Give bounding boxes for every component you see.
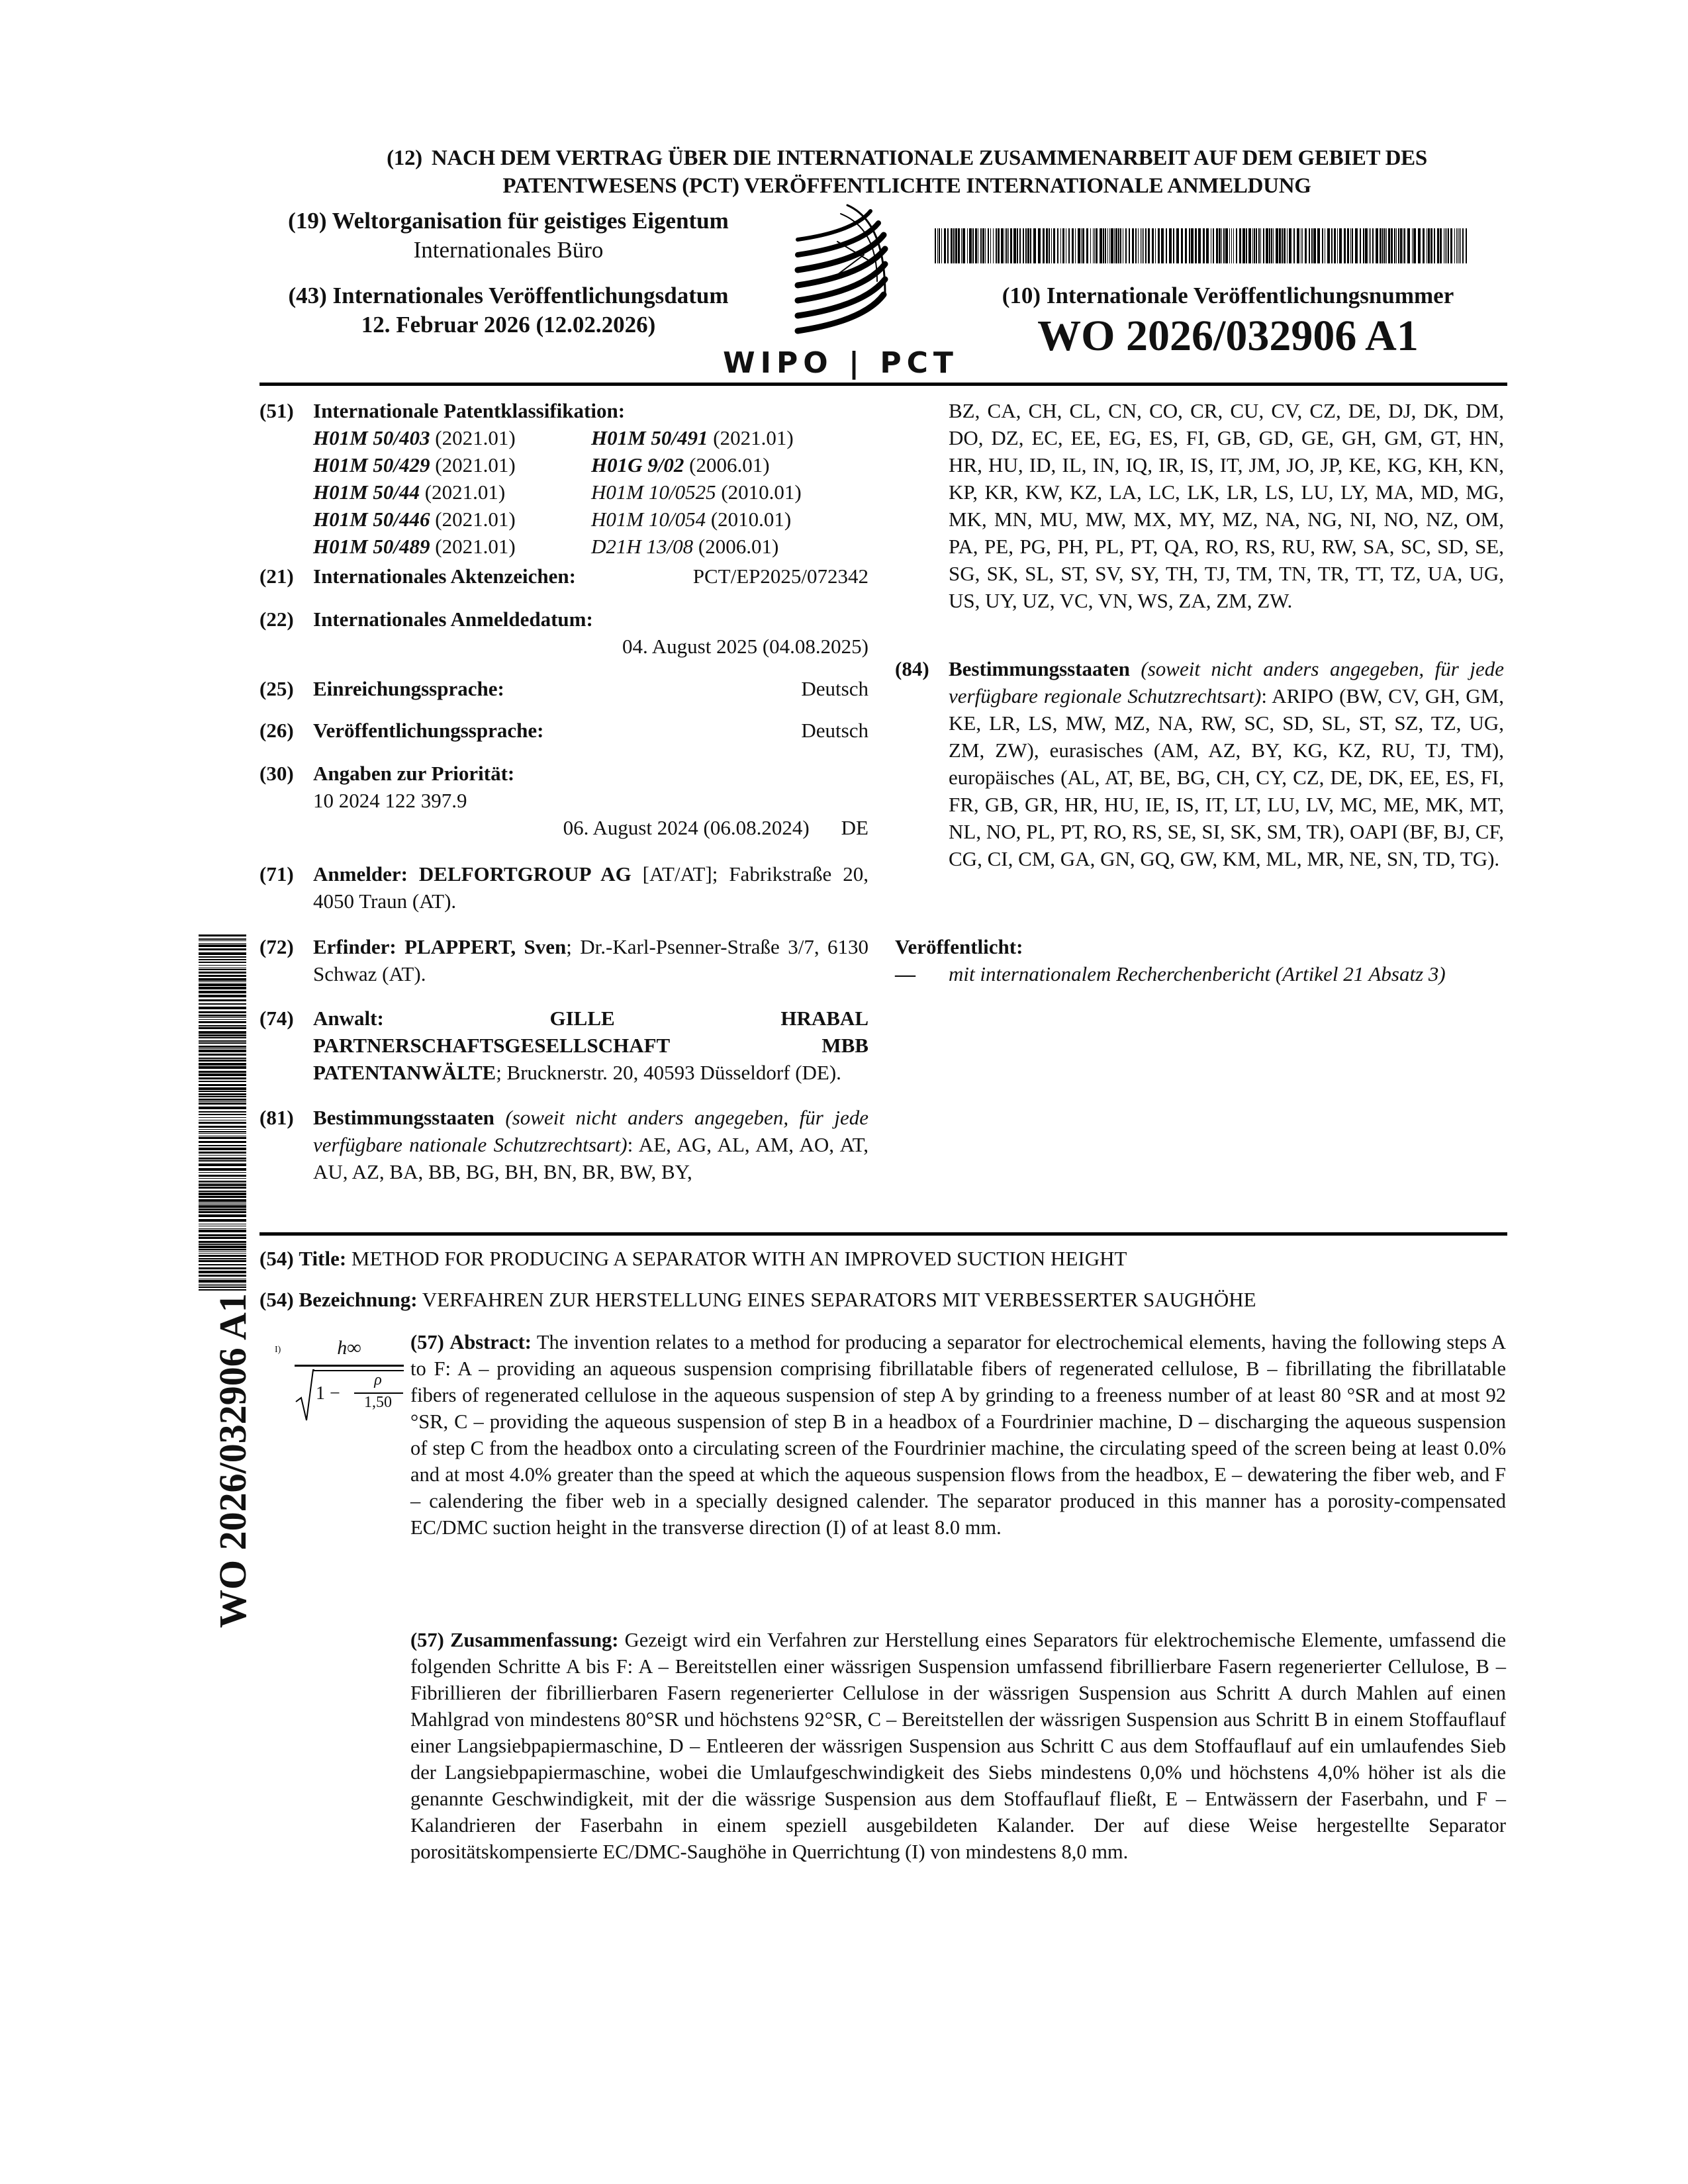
square-root-icon bbox=[295, 1369, 314, 1422]
ipc-entry: H01M 50/489 (2021.01) bbox=[313, 535, 516, 558]
abstract-german: (57) Zusammenfassung: Gezeigt wird ein Verfahren zur Herstellung eines Separators für elektrochemische Elemente, umfassend die folgenden Schritte A bis F: A – Bereitstellen einer wässrigen Suspension umfassend fibrillierbare Fasern regenerierter Cellulose, B – Fibrillieren der fibrillierbaren Fasern regenerierter Cellulose in der wässrigen Suspension aus Schritt A durch Mahlen auf einen Mahlgrad von mindestens 80°SR und höchstens 92°SR, C – Bereitstellen der wässrigen Suspension aus Schritt B in einem Stoffauflauf einer Langsiebpapiermaschine, D – Entleeren der wässrigen Suspension aus Schritt C aus dem Stoffauflauf auf ein umlaufendes Sieb der Langsiebpapiermaschine, wobei die Umlaufgeschwindigkeit des Siebs mindestens 0,0% und höchstens 4,0% höher ist als die genannte Geschwindigkeit, mit der die wässrige Suspension aus dem Stoffauflauf fließt, E – Entwässern der Faserbahn, und F – Kalandrieren der Faserbahn in einem speziell ausgebildeten Kalander. Der auf diese Weise hergestellte Separator porositätskompensierte EC/DMC-Saughöhe in Querrichtung (I) von mindestens 8,0 mm. bbox=[410, 1629, 1507, 1863]
abstract-formula-figure: I) h∞ 1 − ρ 1,50 bbox=[275, 1337, 407, 1430]
publication-date-block: (43) Internationales Veröffentlichungsdatum 12. Februar 2026 (12.02.2026) bbox=[288, 283, 729, 338]
header-divider bbox=[259, 383, 1507, 386]
bibliographic-right-column: BZ, CA, CH, CL, CN, CO, CR, CU, CV, CZ, DE, DJ, DK, DM, DO, DZ, EC, EE, EG, ES, FI, GB, GD, GE, GH, GM, GT, HN, HR, HU, ID, IL, IN, IQ, IR, IS, IT, JM, JO, JP, KE, KG, KH, KN, KP, KR, KW, KZ, LA, LC, LK, LR, LS, LU, LY, MA, MD, MG, MK, MN, MU, MW, MX, MY, MZ, NA, NG, NI, NO, NZ, OM, PA, PE, PG, PH, PL, PT, QA, RO, RS, RU, RW, SA, SC, SD, SE, SG, SK, SL, ST, SV, SY, TH, TJ, TM, TN, TR, TT, TZ, UA, UG, US, UY, UZ, VC, VN, WS, ZA, ZM, ZW. (84) Bestimmungsstaaten (soweit nicht anders angegeben, für jede verfügbare regionale Schutzrechtsart): ARIPO (BW, CV, GH, GM, KE, LR, LS, MW, MZ, NA, RW, SC, SD, SL, ST, SZ, TZ, UG, ZM, ZW), eurasisches (AM, AZ, BY, KG, KZ, RU, TJ, TM), europäisches (AL, AT, BE, BG, CH, CY, CZ, DE, DK, EE, ES, FI, FR, GB, GR, HR, HU, IE, IS, IT, LT, LU, LV, MC, ME, MK, MT, NL, NO, PL, PT, RO, RS, SE, SI, SK, SM, TR), OAPI (BF, BJ, CF, CG, CI, CM, GA, GN, GQ, GW, KM, ML, MR, NE, SN, TD, TG). Veröffentlicht: — mit internationalem Recherchenbericht (Artikel 21 Absatz 3) bbox=[895, 397, 1504, 1158]
published-section: Veröffentlicht: — mit internationalem Recherchenbericht (Artikel 21 Absatz 3) bbox=[895, 935, 1446, 985]
ipc-entry: H01M 50/429 (2021.01) bbox=[313, 453, 516, 477]
bibliographic-left-column: (51) Internationale Patentklassifikation: H01M 50/403 (2021.01) H01M 50/491 (2021.01) H01M 50/429 (2021.01) H01G 9/02 (2006.01) H01M 50/44 (2021.01) H01M 10/0525 (2010.01) H01M 50/446 (2021.01) H01M 10/054 (2010.01) H01M 50/489 (2021.01) D21H 13/08 (2006.01) (21) Internationales Aktenzeichen: PCT/EP2025/072342 (22) Internationales Anmeldedatum: 04. August 2025 (04.08.2025) (25) Einreichungssprache: Deutsch (26) Veröffentlichungssprache: Deutsch (30) Angaben zur Priorität: 10 2024 122 397.9 06. August 2024 (06.08.2024) DE (71) Anmelder: DELFORTGROUP AG [AT/AT]; Fabrikstraße 20, 4050 Traun (AT). (72) Erfinder: PLAPPERT, Sven; Dr.-Karl-Psenner-Straße 3/7, 6130 Schwaz (AT). (74) Anwalt: GILLE HRABAL PARTNERSCHAFTSGESELLSCHAFT MBB PATENTANWÄLTE; Brucknerstr. 20, 40593 Düsseldorf (DE). (81) Bestimmungsstaaten (soweit nicht anders angegeben, für jede verfügbare nationale Schutzrechtsart): AE, AG, AL, AM, AO, AT, AU, AZ, BA, BB, BG, BH, BN, BR, BW, BY, bbox=[259, 399, 869, 1183]
ipc-entry: H01M 50/403 (2021.01) bbox=[313, 426, 516, 449]
document-type-heading: (12) NACH DEM VERTRAG ÜBER DIE INTERNATIONALE ZUSAMMENARBEIT AUF DEM GEBIET DES PATENTWESENS (PCT) VERÖFFENTLICHTE INTERNATIONALE ANMELDUNG bbox=[387, 146, 1427, 198]
publication-number: WO 2026/032906 A1 bbox=[1037, 312, 1419, 360]
abstract-english: (57) Abstract: The invention relates to a method for producing a separator for electrochemical elements, having the following steps A to F: A – providing an aqueous suspension comprising fibrillatable fibers of regenerated cellulose, B – fibrillating the fibrillatable fibers of regenerated cellulose in the aqueous suspension of step A by grinding to a freeness number of at least 80 °SR and at most 92 °SR, C – providing the aqueous suspension of step B in a headbox of a Fourdrinier machine, D – discharging the aqueous suspension of step C from the headbox onto a circulating screen of the Fourdrinier machine, the circulating speed of the screen being at least 0.0% and at most 4.0% greater than the speed at which the aqueous suspension flows from the headbox, E – dewatering the fiber web, and F – calendering the fiber web in a specially designed calender. The separator produced in this manner has a porosity-compensated EC/DMC suction height in the transverse direction (I) of at least 8.0 mm. bbox=[410, 1331, 1507, 1539]
wipo-pct-logo: WIPO | PCT bbox=[712, 202, 970, 377]
barcode-side bbox=[199, 934, 246, 1292]
wipo-globe-icon bbox=[712, 202, 970, 344]
ipc-entry: H01M 50/44 (2021.01) bbox=[313, 480, 506, 504]
ipc-entry: H01M 50/446 (2021.01) bbox=[313, 508, 516, 531]
title-german: (54) Bezeichnung: VERFAHREN ZUR HERSTELLUNG EINES SEPARATORS MIT VERBESSERTER SAUGHÖHE bbox=[259, 1288, 1256, 1311]
ipc-entry: D21H 13/08 (2006.01) bbox=[591, 535, 779, 558]
ipc-list bbox=[313, 424, 868, 560]
organization-block: (19) Weltorganisation für geistiges Eigentum Internationales Büro bbox=[288, 208, 729, 263]
ipc-entry: H01G 9/02 (2006.01) bbox=[591, 453, 770, 477]
publication-number-label: (10) Internationale Veröffentlichungsnummer bbox=[1002, 283, 1454, 308]
title-english: (54) Title: METHOD FOR PRODUCING A SEPARATOR WITH AN IMPROVED SUCTION HEIGHT bbox=[259, 1247, 1127, 1270]
ipc-entry: H01M 10/054 (2010.01) bbox=[591, 508, 792, 531]
ipc-entry: H01M 10/0525 (2010.01) bbox=[591, 480, 802, 504]
titles-divider bbox=[259, 1232, 1507, 1236]
ipc-entry: H01M 50/491 (2021.01) bbox=[591, 426, 794, 449]
barcode-top bbox=[935, 228, 1501, 263]
side-publication-number: WO 2026/032906 A1 bbox=[211, 1293, 254, 1628]
